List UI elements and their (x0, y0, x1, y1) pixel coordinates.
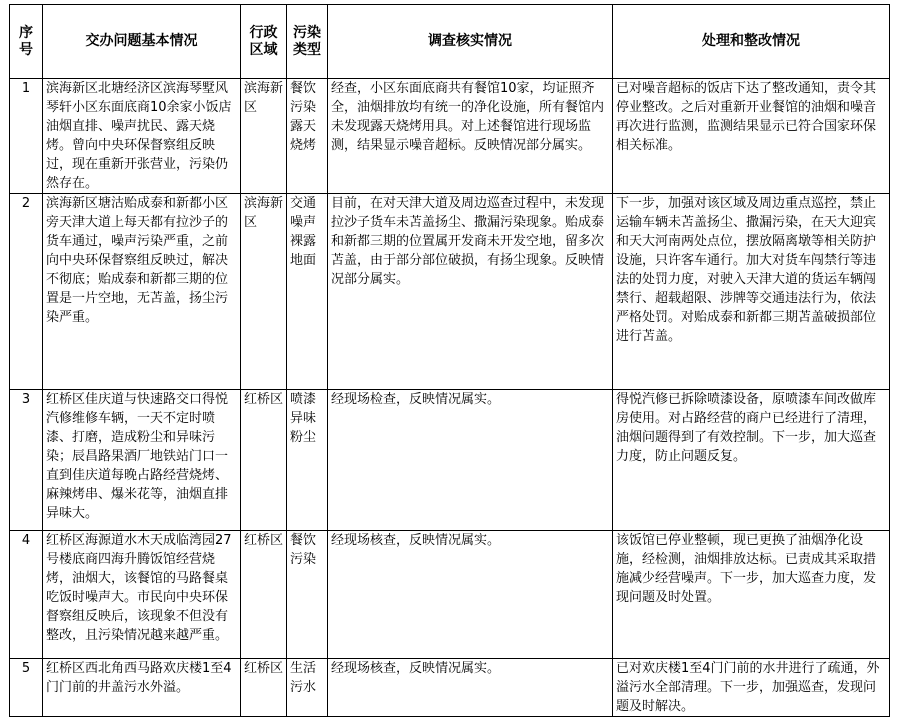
cell-district: 红桥区 (241, 659, 287, 717)
cell-pollution-type: 交通噪声裸露地面 (287, 194, 328, 390)
header-pollution-type: 污染类型 (287, 5, 328, 79)
cell-seq: 5 (10, 659, 43, 717)
cell-basic: 红桥区海源道水木天成临湾园27号楼底商四海升腾饭馆经营烧烤，油烟大，该餐馆的马路餐桌吃饭时噪声大。市民向中央环保督察组反映后，该现象不但没有整改，且污染情况越来越严重。 (43, 531, 241, 659)
cell-investigation: 目前，在对天津大道及周边巡查过程中，未发现拉沙子货车未苫盖扬尘、撒漏污染现象。贻成泰和新都三期的位置属开发商未开发空地，留多次苫盖，由于部分部位破损，有扬尘现象。反映情况部分属实。 (328, 194, 613, 390)
header-handling: 处理和整改情况 (613, 5, 890, 79)
table-row (10, 531, 890, 659)
cell-district: 滨海新区 (241, 194, 287, 390)
table-row (10, 390, 890, 531)
table-row (10, 79, 890, 194)
table-row (10, 659, 890, 717)
cell-district: 红桥区 (241, 531, 287, 659)
cell-seq: 2 (10, 194, 43, 390)
report-table (9, 4, 890, 717)
cell-district: 红桥区 (241, 390, 287, 531)
cell-investigation: 经现场检查，反映情况属实。 (328, 390, 613, 531)
cell-basic: 红桥区佳庆道与快速路交口得悦汽修维修车辆，一天不定时喷漆、打磨，造成粉尘和异味污染；辰昌路果酒厂地铁站门口一直到佳庆道每晚占路经营烧烤、麻辣烤串、爆米花等，油烟直排异味大。 (43, 390, 241, 531)
cell-handling: 已对欢庆楼1至4门门前的水井进行了疏通，外溢污水全部清理。下一步，加强巡查，发现问题及时解决。 (613, 659, 890, 717)
cell-seq: 4 (10, 531, 43, 659)
cell-investigation: 经现场核查，反映情况属实。 (328, 659, 613, 717)
cell-seq: 1 (10, 79, 43, 194)
header-district: 行政区域 (241, 5, 287, 79)
header-investigation: 调查核实情况 (328, 5, 613, 79)
cell-seq: 3 (10, 390, 43, 531)
cell-handling: 已对噪音超标的饭店下达了整改通知，责令其停业整改。之后对重新开业餐馆的油烟和噪音再次进行监测，监测结果显示已符合国家环保相关标准。 (613, 79, 890, 194)
cell-pollution-type: 餐饮污染露天烧烤 (287, 79, 328, 194)
cell-pollution-type: 喷漆异味粉尘 (287, 390, 328, 531)
cell-handling: 该饭馆已停业整顿，现已更换了油烟净化设施，经检测，油烟排放达标。已责成其采取措施减少经营噪声。下一步，加大巡查力度，发现问题及时处置。 (613, 531, 890, 659)
header-basic: 交办问题基本情况 (43, 5, 241, 79)
cell-investigation: 经查，小区东面底商共有餐馆10家，均证照齐全，油烟排放均有统一的净化设施，所有餐馆内未发现露天烧烤用具。对上述餐馆进行现场监测，结果显示噪音超标。反映情况部分属实。 (328, 79, 613, 194)
cell-investigation: 经现场核查，反映情况属实。 (328, 531, 613, 659)
cell-district: 滨海新区 (241, 79, 287, 194)
cell-basic: 滨海新区北塘经济区滨海琴墅风琴轩小区东面底商10余家小饭店油烟直排、噪声扰民、露天烧烤。曾向中央环保督察组反映过，现在重新开张营业，污染仍然存在。 (43, 79, 241, 194)
cell-pollution-type: 生活污水 (287, 659, 328, 717)
cell-pollution-type: 餐饮污染 (287, 531, 328, 659)
table-row (10, 194, 890, 390)
header-seq: 序号 (10, 5, 43, 79)
cell-handling: 下一步，加强对该区域及周边重点巡控，禁止运输车辆未苫盖扬尘、撒漏污染，在天大迎宾和天大河南两处点位，摆放隔离墩等相关防护设施，只许客车通行。加大对货车闯禁行等违法的处罚力度，对驶入天津大道的货运车辆闯禁行、超载超限、涉牌等交通违法行为，依法严格处罚。对贻成泰和新都三期苫盖破损部位进行苫盖。 (613, 194, 890, 390)
cell-basic: 滨海新区塘沽贻成泰和新都小区旁天津大道上每天都有拉沙子的货车通过，噪声污染严重，之前向中央环保督察组反映过，解决不彻底；贻成泰和新都三期的位置是一片空地，无苫盖，扬尘污染严重。 (43, 194, 241, 390)
header-row (10, 5, 890, 79)
cell-basic: 红桥区西北角西马路欢庆楼1至4门门前的井盖污水外溢。 (43, 659, 241, 717)
cell-handling: 得悦汽修已拆除喷漆设备，原喷漆车间改做库房使用。对占路经营的商户已经进行了清理，油烟问题得到了有效控制。下一步，加大巡查力度，防止问题反复。 (613, 390, 890, 531)
